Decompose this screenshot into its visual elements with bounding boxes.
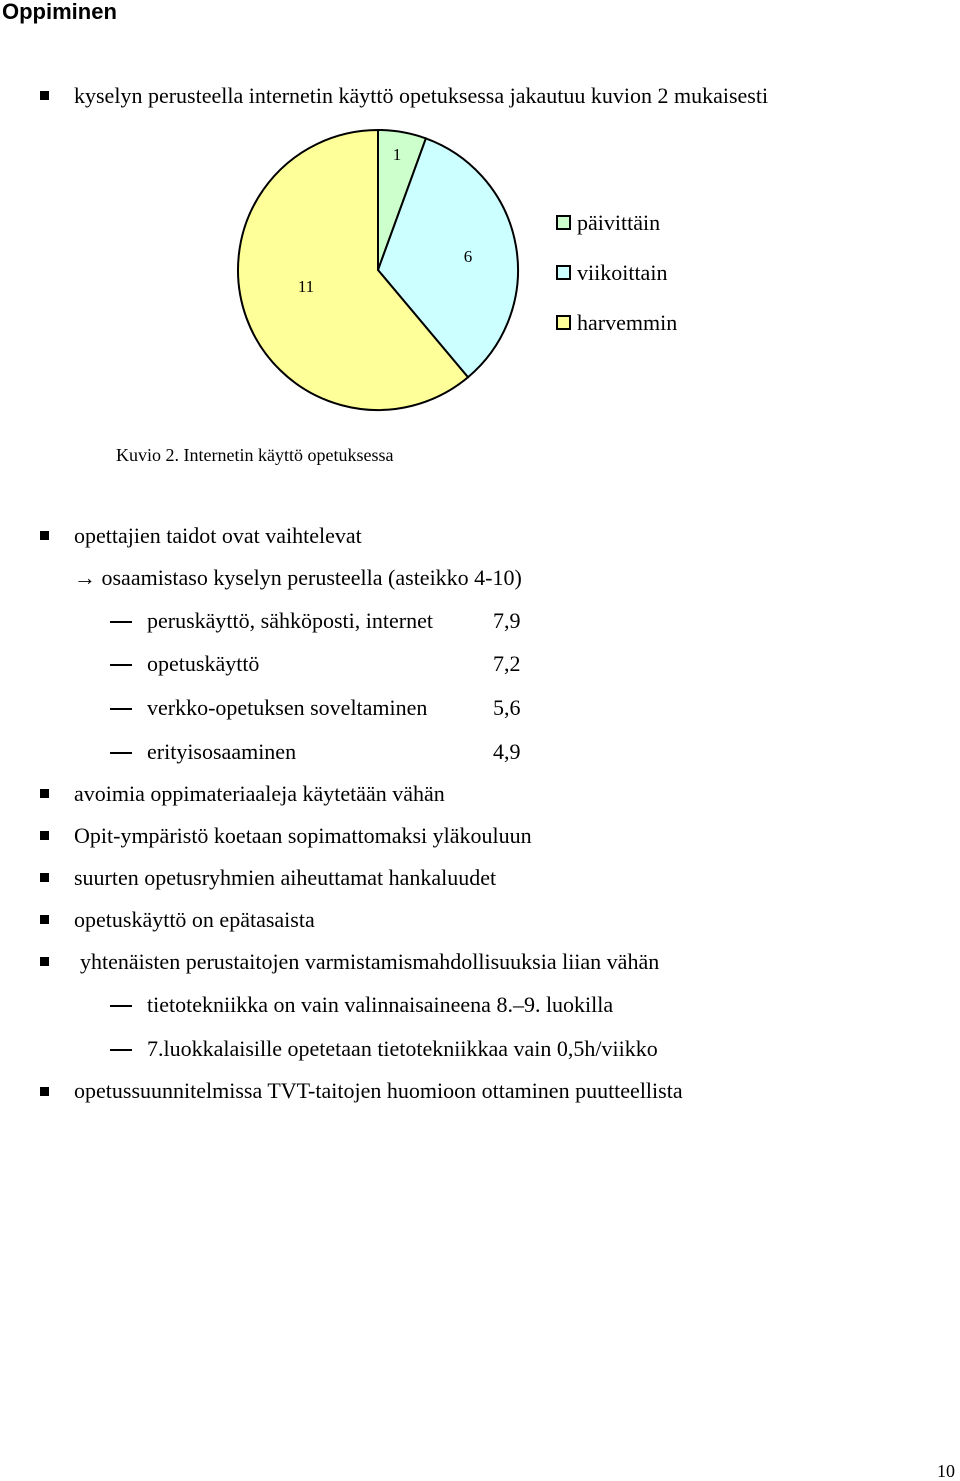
pie-data-label: 11	[297, 277, 315, 296]
pie-data-label: 6	[463, 247, 473, 266]
figure-caption: Kuvio 2. Internetin käyttö opetuksessa	[116, 445, 394, 465]
legend-label-harvemmin: harvemmin	[577, 310, 678, 335]
legend-swatch-paivittain	[556, 215, 571, 230]
bullet-curriculum: opetussuunnitelmissa TVT-taitojen huomioon ottaminen puutteellista	[74, 1078, 683, 1103]
bullet-large-groups: suurten opetusryhmien aiheuttamat hankaluudet	[74, 865, 497, 890]
dash-marker	[110, 708, 132, 710]
bullet-opit: Opit-ympäristö koetaan sopimattomaksi yläkouluun	[74, 823, 532, 848]
legend-swatch-viikoittain	[556, 265, 571, 280]
dash-marker	[110, 621, 132, 623]
rating-value: 4,9	[493, 739, 521, 764]
arrow-line	[74, 567, 522, 589]
page-heading: Oppiminen	[2, 0, 117, 24]
rating-label: opetuskäyttö	[147, 651, 260, 676]
dash-marker	[110, 1049, 132, 1051]
bullet-marker	[40, 915, 49, 924]
dash-marker	[110, 752, 132, 754]
rating-label: peruskäyttö, sähköposti, internet	[147, 608, 433, 633]
bullet-marker	[40, 1087, 49, 1096]
rating-label: erityisosaaminen	[147, 739, 297, 764]
rating-value: 5,6	[493, 695, 521, 720]
sub-item: 7.luokkalaisille opetetaan tietotekniikkaa vain 0,5h/viikko	[147, 1036, 658, 1061]
legend-swatch-harvemmin	[556, 315, 571, 330]
bullet-marker	[40, 873, 49, 882]
bullet-marker	[40, 957, 49, 966]
page-number: 10	[937, 1461, 955, 1481]
bullet-basic-skills: yhtenäisten perustaitojen varmistamismahdollisuuksia liian vähän	[80, 949, 660, 974]
sub-item: tietotekniikka on vain valinnaisaineena 8.–9. luokilla	[147, 992, 614, 1017]
bullet-uneven-use: opetuskäyttö on epätasaista	[74, 907, 315, 932]
legend-label-viikoittain: viikoittain	[577, 260, 668, 285]
legend-label-paivittain: päivittäin	[577, 210, 661, 235]
dash-marker	[110, 1005, 132, 1007]
rating-label: verkko-opetuksen soveltaminen	[147, 695, 428, 720]
pie-chart	[0, 0, 960, 480]
intro-text: kyselyn perusteella internetin käyttö opetuksessa jakautuu kuvion 2 mukaisesti	[74, 83, 769, 108]
bullet-teacher-skills: opettajien taidot ovat vaihtelevat	[74, 523, 362, 548]
bullet-marker	[40, 531, 49, 540]
dash-marker	[110, 664, 132, 666]
arrow-line-text: osaamistaso kyselyn perusteella (asteikko 4-10)	[101, 565, 522, 590]
bullet-marker	[40, 831, 49, 840]
pie-data-label: 1	[392, 145, 402, 164]
rating-value: 7,2	[493, 651, 521, 676]
arrow-right-icon: →	[74, 565, 96, 590]
rating-value: 7,9	[493, 608, 521, 633]
bullet-marker	[40, 789, 49, 798]
bullet-open-materials: avoimia oppimateriaaleja käytetään vähän	[74, 781, 445, 806]
